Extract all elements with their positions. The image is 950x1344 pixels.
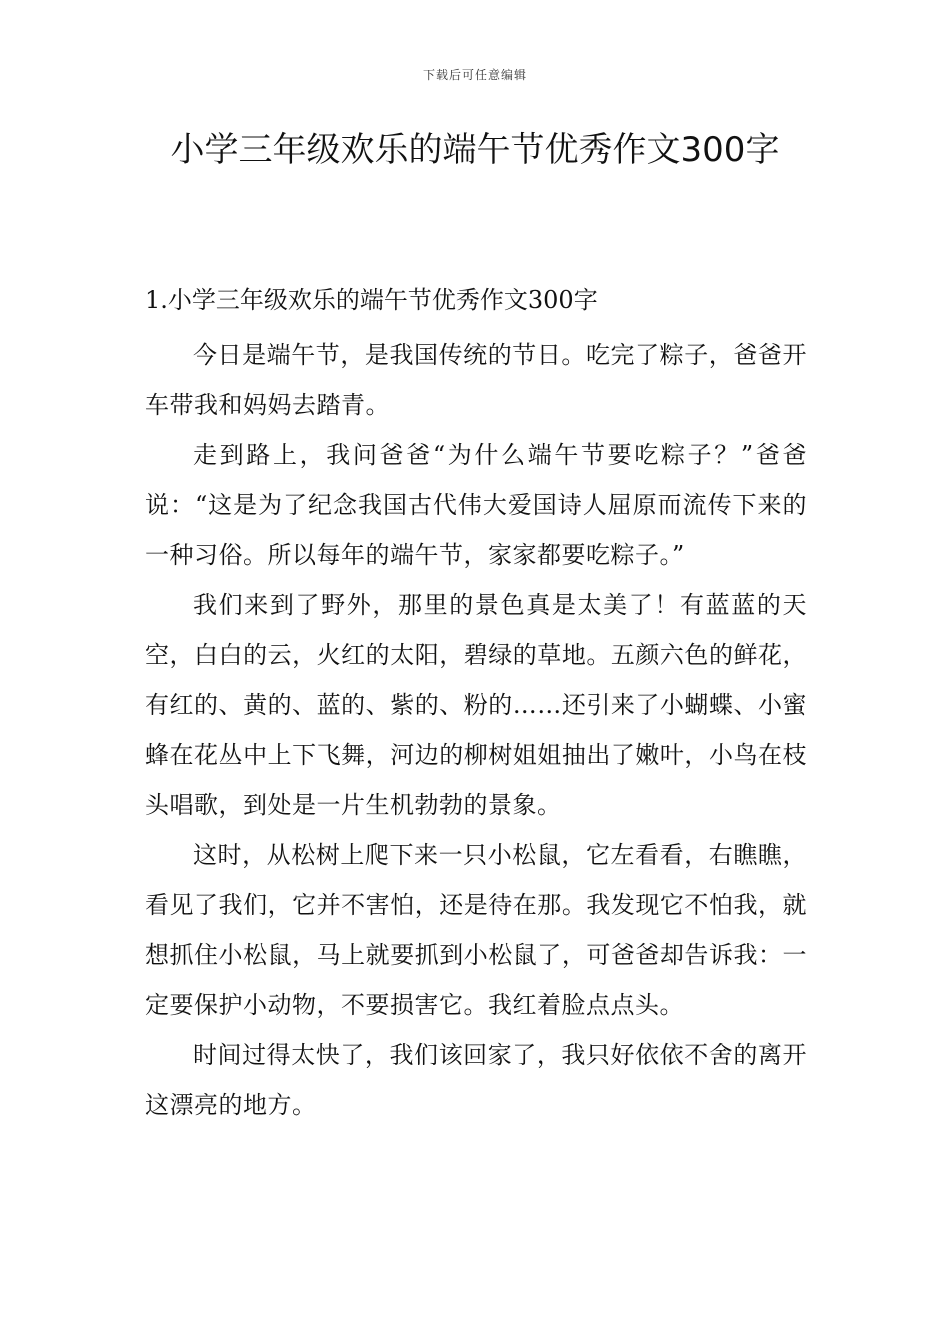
paragraph-3: 我们来到了野外，那里的景色真是太美了！有蓝蓝的天空，白白的云，火红的太阳，碧绿的草地。五颜六色的鲜花，有红的、黄的、蓝的、紫的、粉的……还引来了小蝴蝶、小蜜蜂在花丛中上下飞舞，河边的柳树姐姐抽出了嫩叶，小鸟在枝头唱歌，到处是一片生机勃勃的景象。	[145, 591, 807, 819]
paragraph-2: 走到路上，我问爸爸“为什么端午节要吃粽子？”爸爸说：“这是为了纪念我国古代伟大爱国诗人屈原而流传下来的一种习俗。所以每年的端午节，家家都要吃粽子。”	[145, 441, 807, 569]
document-title: 小学三年级欢乐的端午节优秀作文300字	[170, 130, 780, 170]
section-heading: 1.小学三年级欢乐的端午节优秀作文300字	[145, 286, 598, 314]
paragraph-5: 时间过得太快了，我们该回家了，我只好依依不舍的离开这漂亮的地方。	[145, 1041, 807, 1119]
paragraph-1: 今日是端午节，是我国传统的节日。吃完了粽子，爸爸开车带我和妈妈去踏青。	[145, 341, 807, 419]
paragraph-4: 这时，从松树上爬下来一只小松鼠，它左看看，右瞧瞧，看见了我们，它并不害怕，还是待在那。我发现它不怕我，就想抓住小松鼠，马上就要抓到小松鼠了，可爸爸却告诉我：一定要保护小动物，不要损害它。我红着脸点点头。	[145, 841, 807, 1019]
document-body	[145, 280, 807, 1130]
header-note: 下载后可任意编辑	[422, 68, 527, 82]
